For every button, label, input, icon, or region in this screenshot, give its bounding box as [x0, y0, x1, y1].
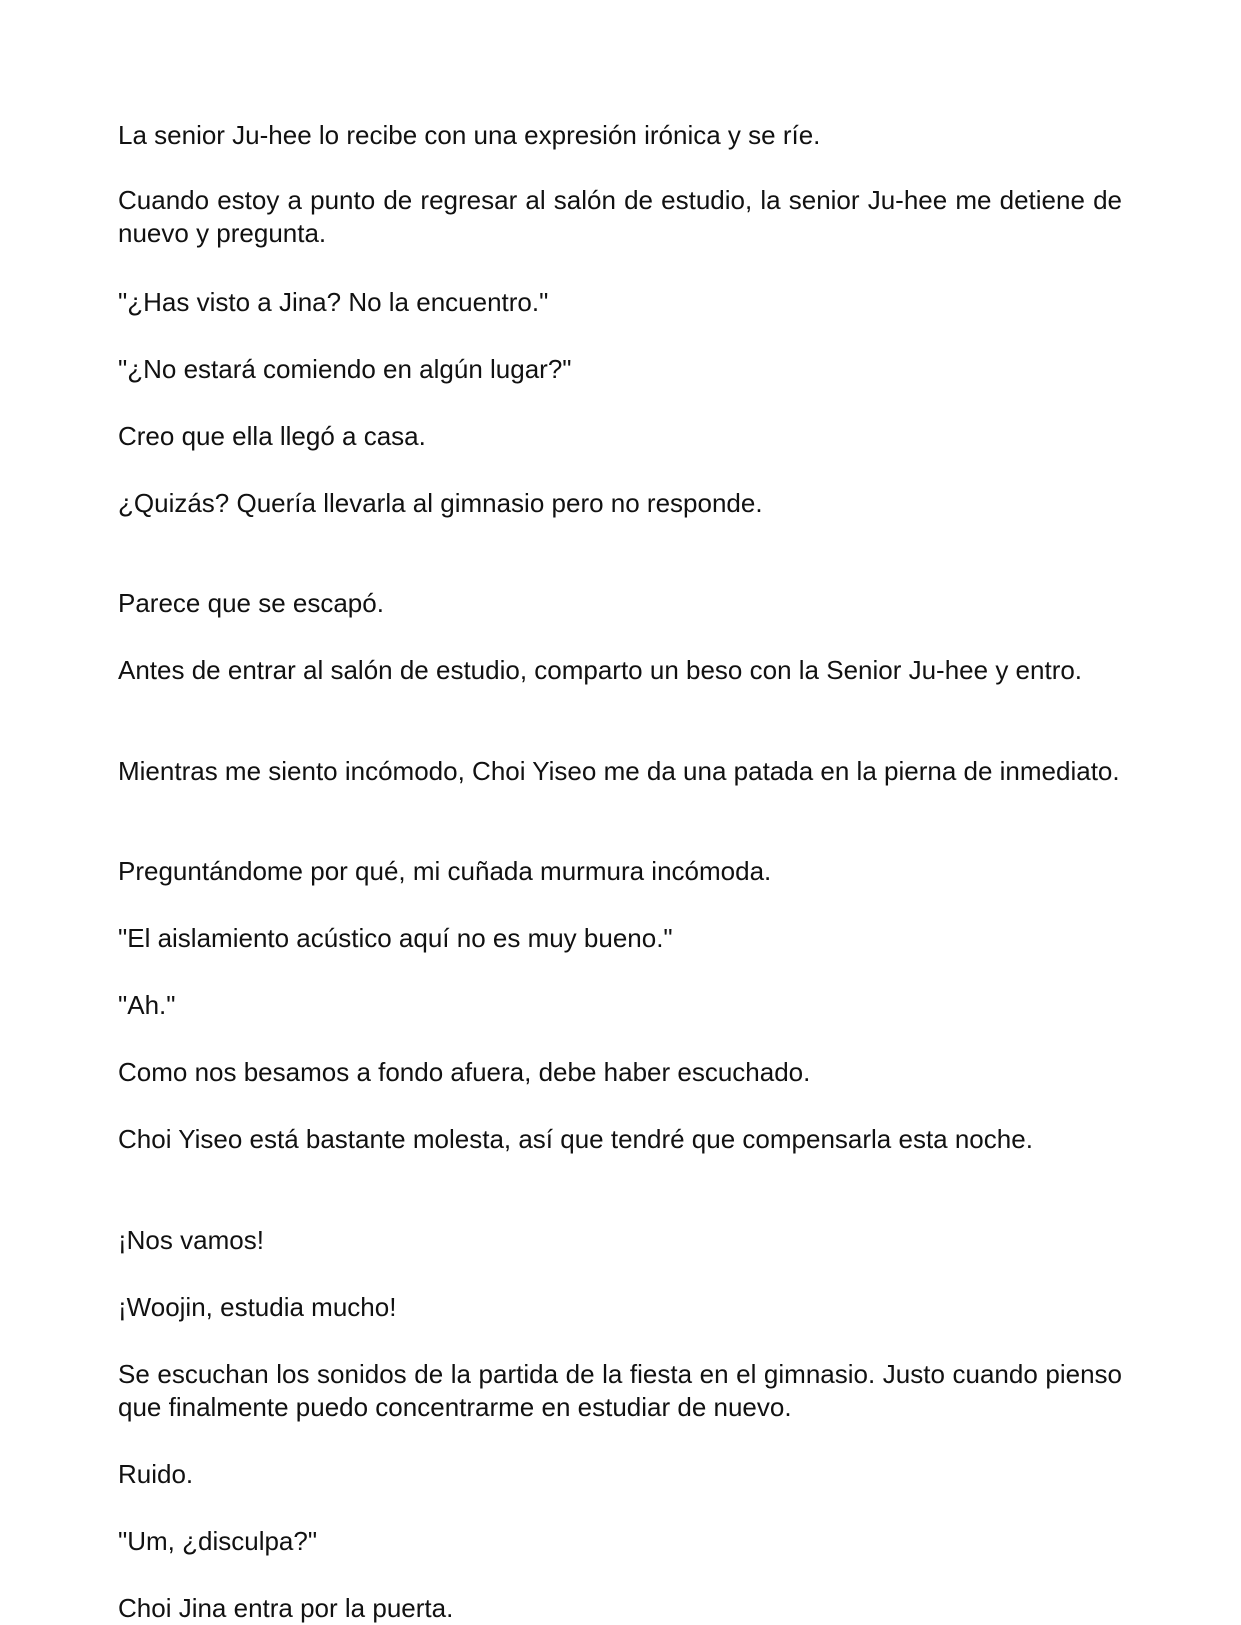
paragraph: "Um, ¿disculpa?" — [118, 1526, 318, 1556]
paragraph: "Ah." — [118, 990, 176, 1020]
paragraph: Mientras me siento incómodo, Choi Yiseo me da una patada en la pierna de inmediato. — [118, 756, 1120, 786]
paragraph: Choi Jina entra por la puerta. — [118, 1593, 454, 1623]
paragraph: "¿Has visto a Jina? No la encuentro." — [118, 287, 549, 317]
paragraph: Creo que ella llegó a casa. — [118, 421, 426, 451]
paragraph: Como nos besamos a fondo afuera, debe haber escuchado. — [118, 1057, 811, 1087]
paragraph: Choi Yiseo está bastante molesta, así que tendré que compensarla esta noche. — [118, 1124, 1033, 1154]
paragraph: Ruido. — [118, 1459, 194, 1489]
paragraph: Se escuchan los sonidos de la partida de la fiesta en el gimnasio. Justo cuando pienso que finalmente puedo concentrarme en estudiar de nuevo. — [118, 1359, 1122, 1422]
paragraph: Preguntándome por qué, mi cuñada murmura incómoda. — [118, 856, 772, 886]
paragraph: La senior Ju-hee lo recibe con una expresión irónica y se ríe. — [118, 120, 821, 150]
paragraph: "El aislamiento acústico aquí no es muy bueno." — [118, 923, 673, 953]
paragraph: Cuando estoy a punto de regresar al salón de estudio, la senior Ju-hee me detiene de nuevo y pregunta. — [118, 185, 1122, 248]
paragraph: ¿Quizás? Quería llevarla al gimnasio pero no responde. — [118, 488, 763, 518]
paragraph: ¡Nos vamos! — [118, 1225, 264, 1255]
paragraph: Antes de entrar al salón de estudio, comparto un beso con la Senior Ju-hee y entro. — [118, 655, 1083, 685]
paragraph: ¡Woojin, estudia mucho! — [118, 1292, 397, 1322]
paragraph: Parece que se escapó. — [118, 588, 384, 618]
paragraph: "¿No estará comiendo en algún lugar?" — [118, 354, 572, 384]
